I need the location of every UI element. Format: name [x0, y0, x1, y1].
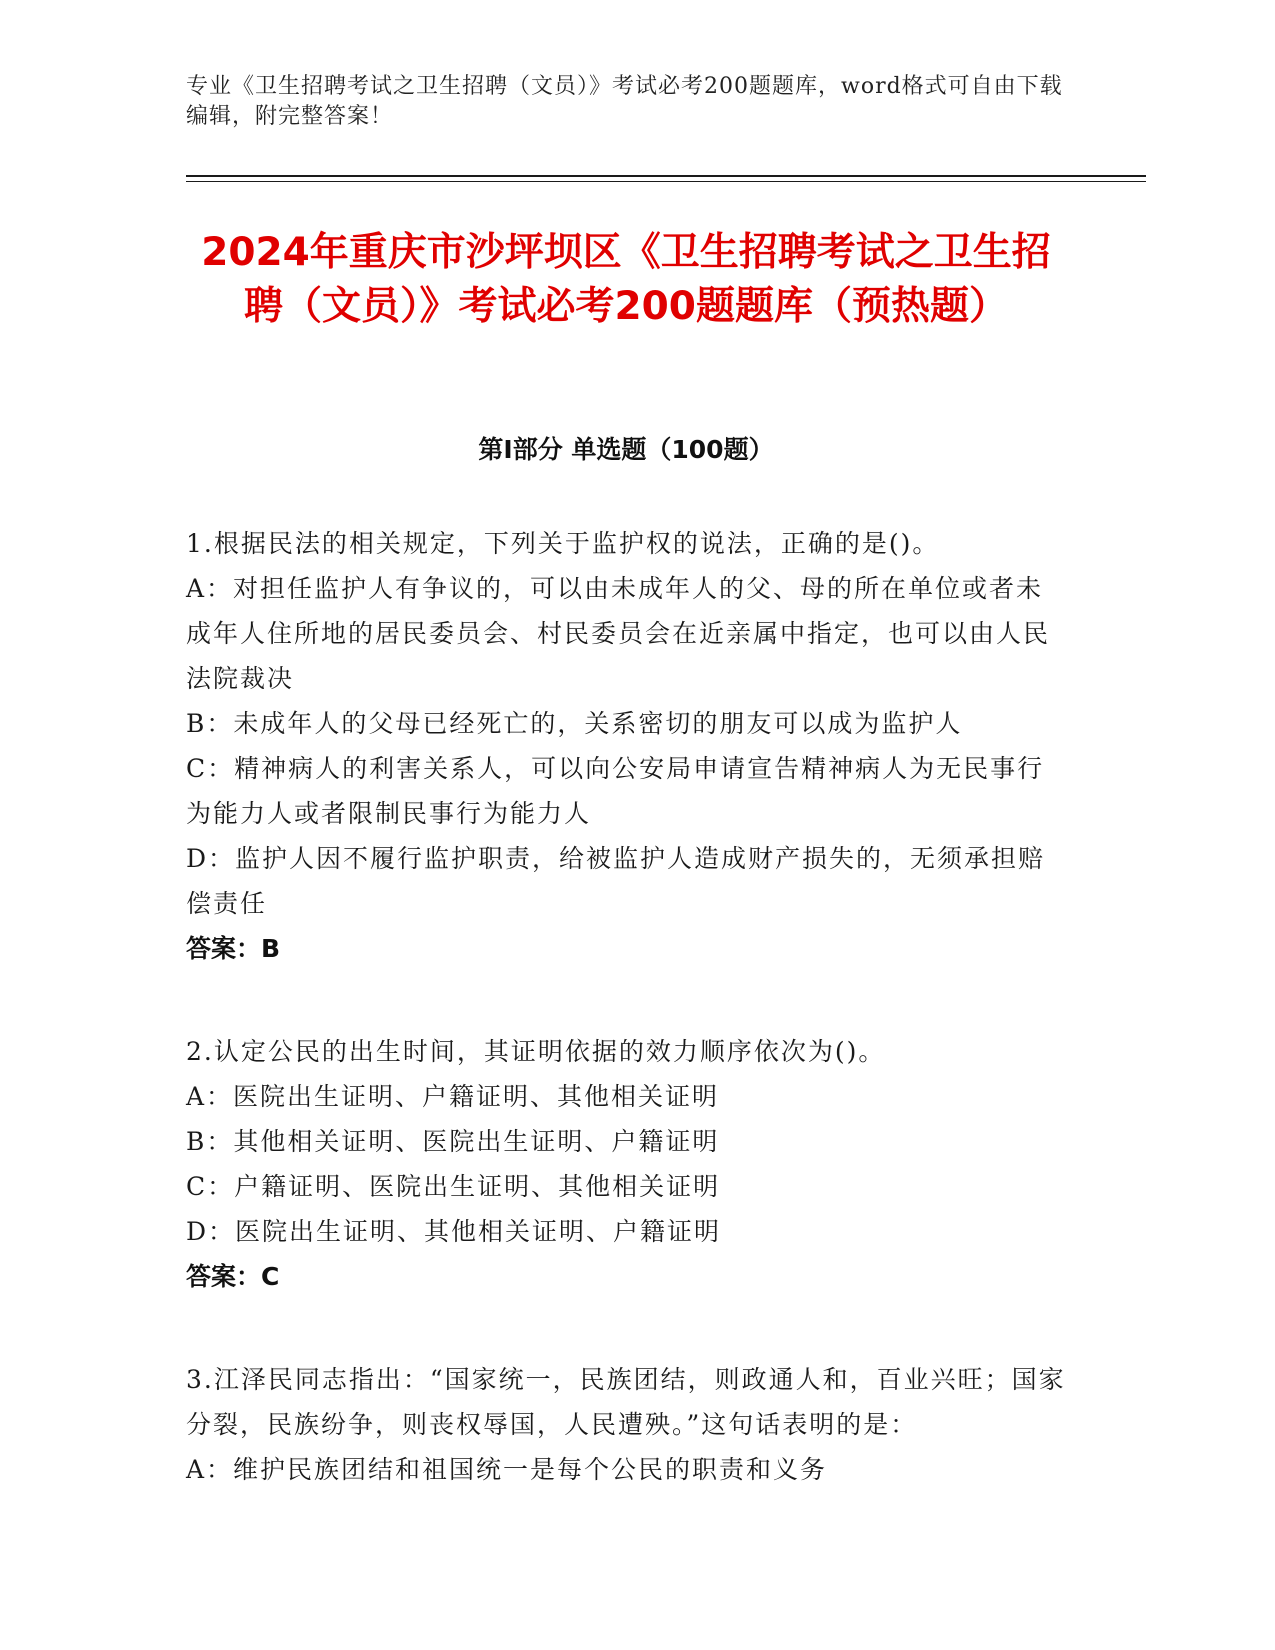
question-1 [186, 521, 1066, 971]
question-stem: 3.江泽民同志指出：“国家统一，民族团结，则政通人和，百业兴旺；国家分裂，民族纷争，则丧权辱国，人民遭殃。”这句话表明的是： [186, 1365, 1066, 1439]
option-c: C：户籍证明、医院出生证明、其他相关证明 [186, 1172, 721, 1201]
option-c: C：精神病人的利害关系人，可以向公安局申请宣告精神病人为无民事行为能力人或者限制民事行为能力人 [186, 754, 1045, 828]
question-list [186, 521, 1066, 1550]
option-d: D：医院出生证明、其他相关证明、户籍证明 [186, 1217, 722, 1246]
section-title: 第I部分 单选题（100题） [478, 435, 774, 464]
option-d: D：监护人因不履行监护职责，给被监护人造成财产损失的，无须承担赔偿责任 [186, 844, 1046, 918]
option-a: A：医院出生证明、户籍证明、其他相关证明 [186, 1082, 720, 1111]
option-b: B：其他相关证明、医院出生证明、户籍证明 [186, 1127, 720, 1156]
option-b: B：未成年人的父母已经死亡的，关系密切的朋友可以成为监护人 [186, 709, 963, 738]
option-a: A：对担任监护人有争议的，可以由未成年人的父、母的所在单位或者未成年人住所地的居民委员会、村民委员会在近亲属中指定，也可以由人民法院裁决 [186, 574, 1051, 693]
header-divider-thin [186, 181, 1146, 182]
question-stem: 1.根据民法的相关规定，下列关于监护权的说法，正确的是()。 [186, 529, 940, 558]
question-stem: 2.认定公民的出生时间，其证明依据的效力顺序依次为()。 [186, 1037, 886, 1066]
document-title: 2024年重庆市沙坪坝区《卫生招聘考试之卫生招聘（文员）》考试必考200题题库（预热题） [201, 230, 1051, 329]
header-note: 专业《卫生招聘考试之卫生招聘（文员）》考试必考200题题库，word格式可自由下载编辑，附完整答案！ [186, 74, 1063, 129]
question-3 [186, 1357, 1066, 1492]
answer-label: 答案：B [186, 934, 281, 963]
answer-label: 答案：C [186, 1262, 280, 1291]
question-2 [186, 1029, 1066, 1299]
header-divider-thick [186, 175, 1146, 177]
option-a: A：维护民族团结和祖国统一是每个公民的职责和义务 [186, 1455, 828, 1484]
